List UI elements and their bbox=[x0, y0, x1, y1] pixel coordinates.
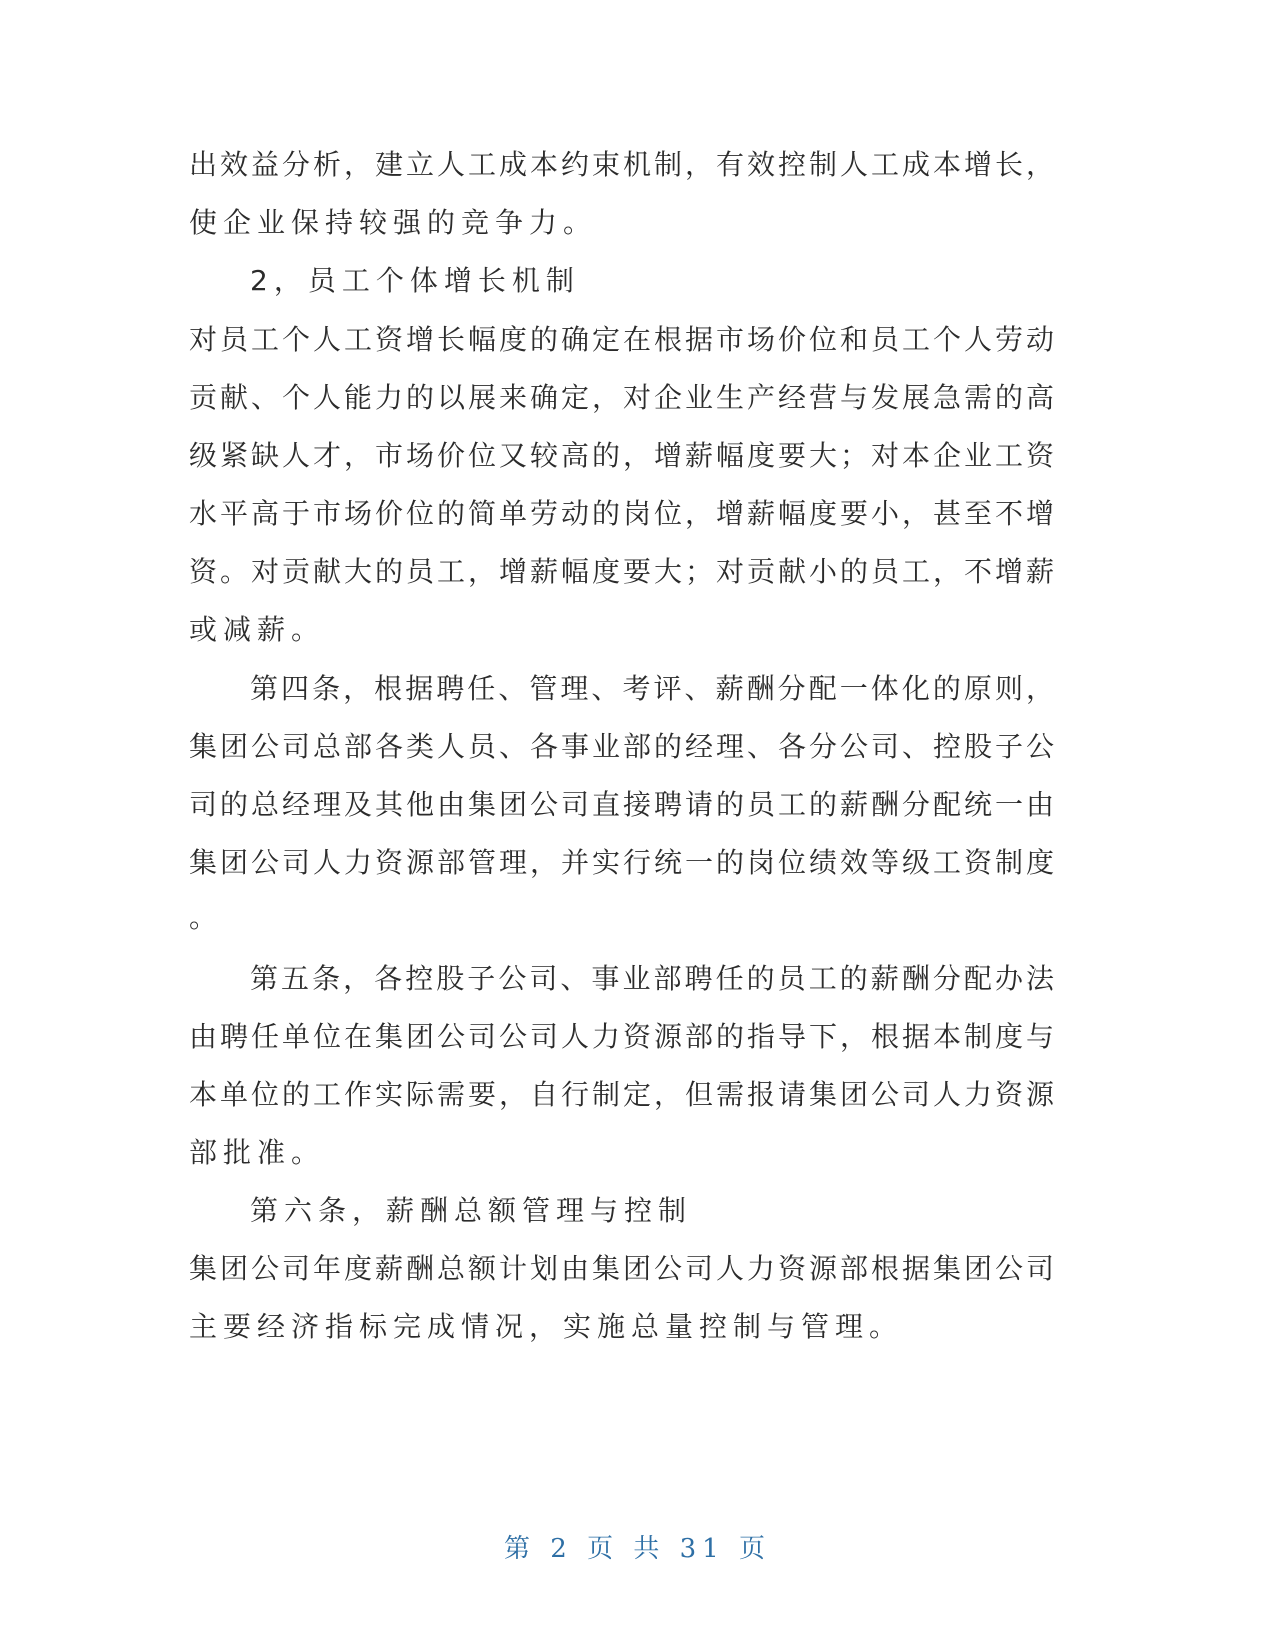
text-line: 对员工个人工资增长幅度的确定在根据市场价位和员工个人劳动 bbox=[189, 323, 1054, 356]
article-heading: 第五条，各控股子公司、事业部聘任的员工的薪酬分配办法 bbox=[250, 962, 1054, 995]
text-line: 司的总经理及其他由集团公司直接聘请的员工的薪酬分配统一由 bbox=[189, 788, 1054, 821]
page-number-footer: 第 2 页 共 31 页 bbox=[504, 1534, 771, 1564]
text-line: 或减薪。 bbox=[189, 613, 326, 646]
text-line: 贡献、个人能力的以展来确定，对企业生产经营与发展急需的高 bbox=[189, 381, 1054, 414]
text-line: 集团公司总部各类人员、各事业部的经理、各分公司、控股子公 bbox=[189, 730, 1054, 763]
text-line: 。 bbox=[189, 901, 224, 934]
text-line: 级紧缺人才，市场价位又较高的，增薪幅度要大；对本企业工资 bbox=[189, 439, 1054, 472]
text-line: 集团公司人力资源部管理，并实行统一的岗位绩效等级工资制度 bbox=[189, 846, 1054, 879]
article-heading: 第四条，根据聘任、管理、考评、薪酬分配一体化的原则， bbox=[250, 672, 1054, 705]
text-line: 使企业保持较强的竞争力。 bbox=[189, 206, 598, 239]
section-heading: 2，员工个体增长机制 bbox=[250, 264, 580, 297]
text-line: 本单位的工作实际需要，自行制定，但需报请集团公司人力资源 bbox=[189, 1078, 1054, 1111]
text-line: 主要经济指标完成情况，实施总量控制与管理。 bbox=[189, 1310, 904, 1343]
text-line: 集团公司年度薪酬总额计划由集团公司人力资源部根据集团公司 bbox=[189, 1252, 1054, 1285]
text-line: 水平高于市场价位的简单劳动的岗位，增薪幅度要小，甚至不增 bbox=[189, 497, 1054, 530]
text-line: 出效益分析，建立人工成本约束机制，有效控制人工成本增长， bbox=[189, 148, 1054, 181]
text-line: 部批准。 bbox=[189, 1136, 326, 1169]
text-line: 由聘任单位在集团公司公司人力资源部的指导下，根据本制度与 bbox=[189, 1020, 1054, 1053]
article-heading: 第六条，薪酬总额管理与控制 bbox=[250, 1194, 693, 1227]
text-line: 资。对贡献大的员工，增薪幅度要大；对贡献小的员工，不增薪 bbox=[189, 555, 1054, 588]
